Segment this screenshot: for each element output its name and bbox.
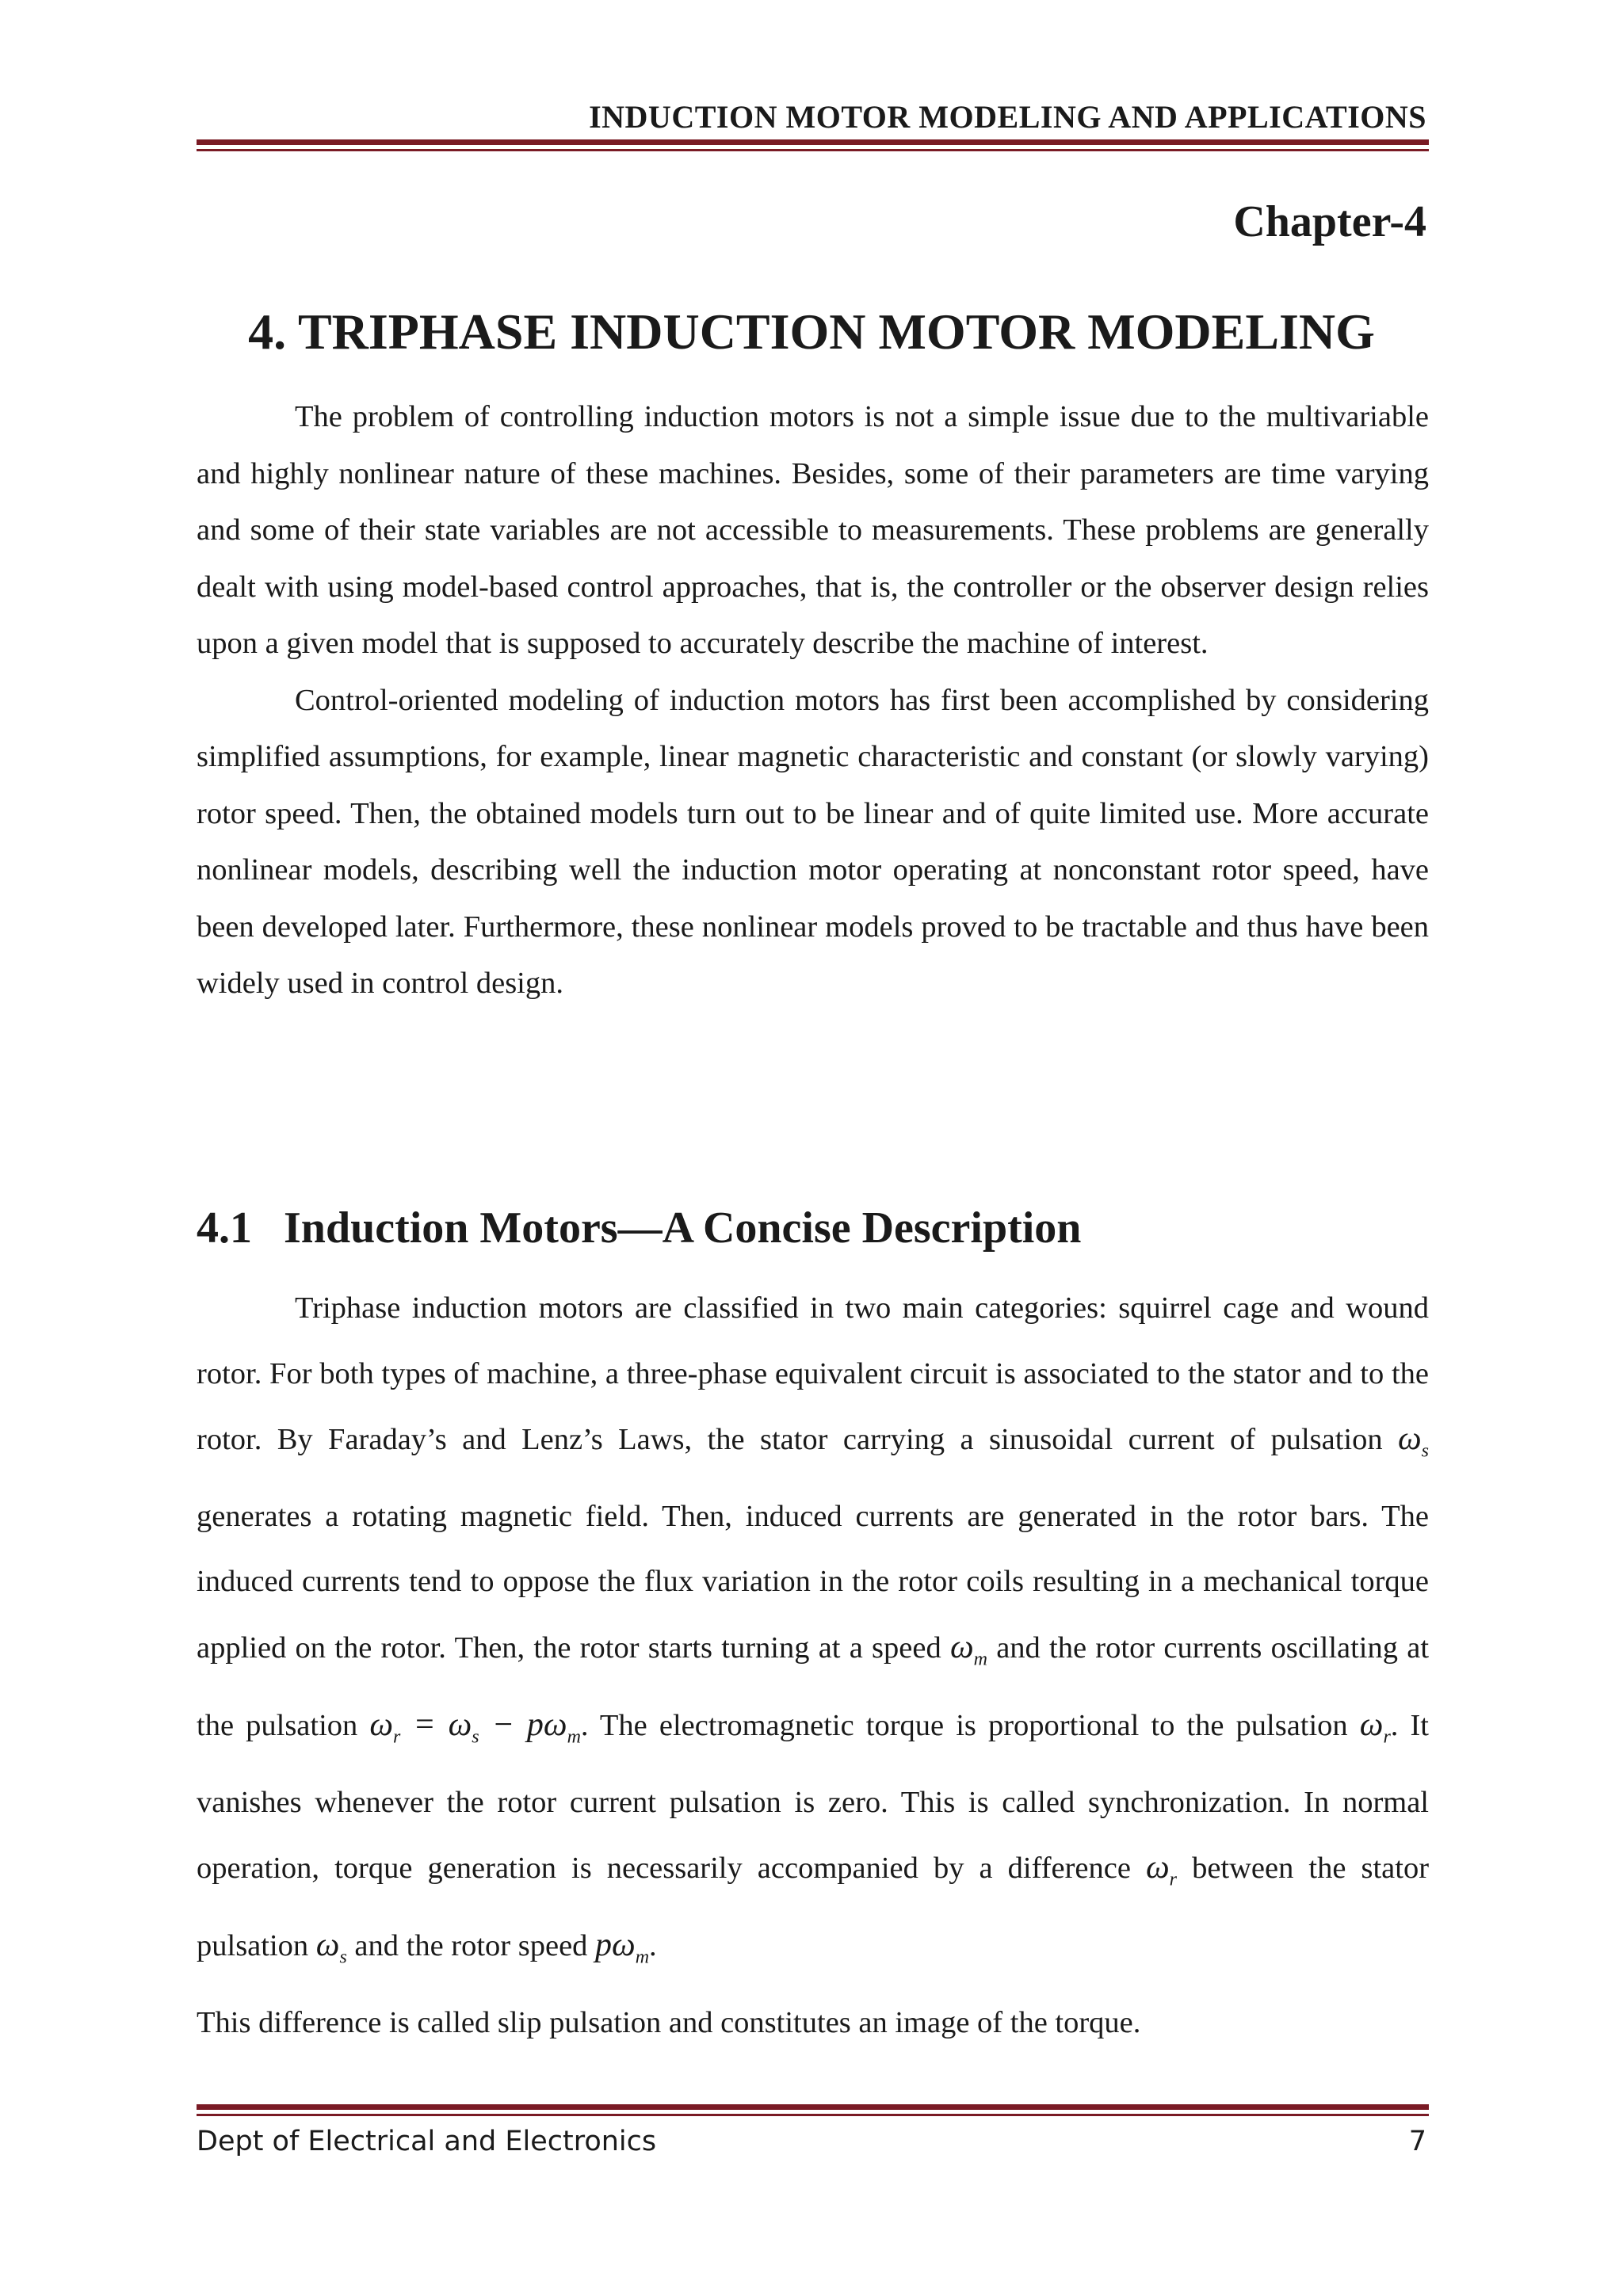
section-number: 4.1 xyxy=(197,1203,252,1253)
p-omega-m-symbol: $p\omega_m$ xyxy=(595,1927,650,1968)
footer-department: Dept of Electrical and Electronics xyxy=(197,2126,657,2157)
slip-equation: $\omega_r = \omega_s - p\omega_m$ xyxy=(369,1706,581,1748)
footer-rule-thick xyxy=(197,2104,1429,2110)
section-title: Induction Motors—A Concise Description xyxy=(284,1203,1082,1253)
section-text-1: Triphase induction motors are classified in two main categories: squirrel cage and wound rotor. For both types of machine, a three-phase equivalent circuit is associated to the stator and to the rotor. By Faraday’s and Lenz’s Laws, the stator carrying a sinusoidal current of pulsation xyxy=(197,1291,1429,1456)
chapter-label: Chapter-4 xyxy=(1233,197,1426,246)
omega-s-symbol: $\omega_s$ xyxy=(1398,1421,1430,1462)
omega-m-symbol: $\omega_m$ xyxy=(949,1628,987,1670)
header-rule-thin xyxy=(197,149,1429,151)
section-text-3: and the rotor currents oscillating at the pulsation xyxy=(197,1630,1430,1742)
omega-r-symbol: $\omega_r$ xyxy=(1359,1706,1391,1748)
intro-paragraph-1: The problem of controlling induction motors is not a simple issue due to the multivariable and highly nonlinear nature of these machines. Besides, some of their parameters are time varying and some of their state variables are not accessible to measurements. These problems are generally dealt with using model-based control approaches, that is, the controller or the observer design relies upon a given model that is supposed to accurately describe the machine of interest. xyxy=(197,400,1429,660)
section-text-6: between the stator pulsation xyxy=(197,1852,1430,1963)
omega-s-symbol-2: $\omega_s$ xyxy=(315,1927,347,1968)
header-rule-thick xyxy=(197,139,1429,145)
page-number: 7 xyxy=(1408,2126,1426,2157)
section-paragraph xyxy=(197,1276,1429,1990)
section-heading xyxy=(197,1203,1081,1253)
omega-r-symbol-2: $\omega_r$ xyxy=(1146,1849,1178,1890)
running-header: INDUCTION MOTOR MODELING AND APPLICATIONS xyxy=(589,99,1426,135)
section-text-4: . The electromagnetic torque is proportional to the pulsation xyxy=(580,1708,1348,1742)
section-text-7: and the rotor speed xyxy=(354,1929,588,1963)
section-body xyxy=(197,1276,1429,2055)
footer-rule-thin xyxy=(197,2114,1429,2116)
section-text-8: . xyxy=(649,1929,657,1963)
section-closing-line: This difference is called slip pulsation and constitutes an image of the torque. xyxy=(197,2005,1141,2039)
section-text-5: . It vanishes whenever the rotor current pulsation is zero. This is called synchronization. In normal operation, torque generation is necessarily accompanied by a difference xyxy=(197,1708,1430,1886)
intro-paragraph-2: Control-oriented modeling of induction motors has first been accomplished by considering simplified assumptions, for example, linear magnetic characteristic and constant (or slowly varying) rotor speed. Then, the obtained models turn out to be linear and of quite limited use. More accurate nonlinear models, describing well the induction motor operating at nonconstant rotor speed, have been developed later. Furthermore, these nonlinear models proved to be tractable and thus have been widely used in control design. xyxy=(197,683,1429,1000)
chapter-title: 4. TRIPHASE INDUCTION MOTOR MODELING xyxy=(248,303,1375,360)
intro-block xyxy=(197,389,1429,1013)
section-text-2: generates a rotating magnetic field. Then, induced currents are generated in the rotor bars. The induced currents tend to oppose the flux variation in the rotor coils resulting in a mechanical torque applied on the rotor. Then, the rotor starts turning at a speed xyxy=(197,1499,1429,1665)
